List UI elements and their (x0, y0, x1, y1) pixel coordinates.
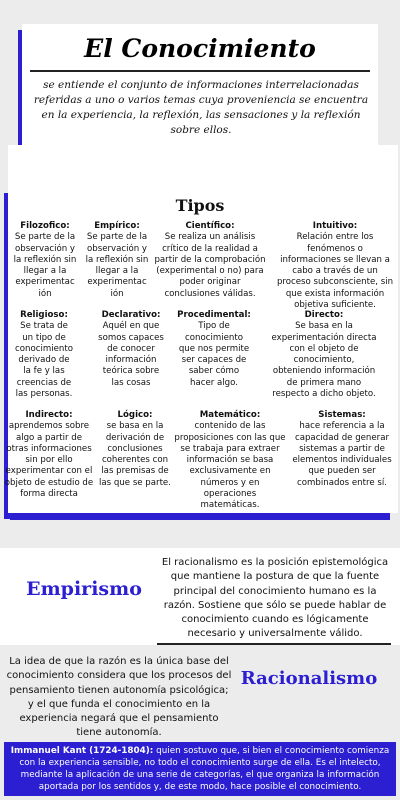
type-name: Indirecto: (25, 410, 73, 420)
type-text: Se parte de la observación y la reflexión sin llegar a la experimentac ión (13, 232, 77, 299)
tipos-accent-bottom (10, 513, 390, 520)
type-declarativo (96, 310, 166, 389)
type-name: Empírico: (94, 221, 140, 231)
type-text: hace referencia a la capacidad de generar sistemas a partir de elementos individuales que pueden ser combinados entre sí. (292, 421, 392, 488)
title-underline (30, 70, 370, 72)
type-text: Se realiza un análisis crítico de la realidad a partir de la comprobación (experimental o no) para poder originar conclusiones válidas. (154, 232, 266, 299)
racionalismo-text: La idea de que la razón es la única base del conocimiento considera que los procesos del pensamiento tienen autonomía psicológica; y el que funda el conocimiento en la experiencia negará que el pensamiento tiene autonomía. (6, 656, 232, 739)
type-name: Lógico: (117, 410, 153, 420)
page-title: El Conocimiento (84, 34, 316, 63)
kant-name: Immanuel Kant (1724-1804): (10, 746, 154, 756)
type-text: Relación entre los fenómenos o informaciones se llevan a cabo a través de un proceso subconsciente, sin que exista información objetiva suficiente. (276, 232, 394, 311)
type-intuitivo (276, 221, 394, 311)
type-directo (268, 310, 380, 400)
type-logico (96, 410, 174, 489)
type-indirecto (4, 410, 94, 500)
type-empirico (84, 221, 150, 300)
type-text: Se trata de un tipo de conocimiento derivado de la fe y las creencias de las personas. (15, 321, 73, 400)
type-name: Religioso: (20, 310, 68, 320)
type-text: Tipo de conocimiento que nos permite ser capaces de saber cómo hacer algo. (178, 321, 250, 388)
type-name: Intuitivo: (312, 221, 358, 231)
type-name: Sistemas: (318, 410, 366, 420)
empirismo-text: El racionalismo es la posición epistemológica que mantiene la postura de que la fuente principal del conocimiento humano es la razón. Sostiene que sólo se puede hablar de conocimiento cuando es lógicamente necesario y universalmente válido. (161, 557, 389, 640)
type-sistemas (292, 410, 392, 489)
type-text: Aquél en que somos capaces de conocer información teórica sobre las cosas (98, 321, 164, 388)
type-matematico (174, 410, 286, 512)
type-text: Se basa en la experimentación directa con el objeto de conocimiento, obteniendo información de primera mano respecto a dicho objeto. (271, 321, 377, 400)
type-text: aprendemos sobre algo a partir de otras informaciones sin por ello experimentar con el objeto de estudio de forma directa (4, 421, 94, 500)
racionalismo-heading: Racionalismo (240, 668, 378, 689)
type-filozofico (12, 221, 78, 300)
type-procedimental (176, 310, 252, 389)
type-text: contenido de las proposiciones con las que se trabaja para extraer información se basa exclusivamente en números y en operaciones matemáticas. (174, 421, 286, 511)
empirismo-underline (157, 643, 391, 645)
type-name: Filozofico: (20, 221, 70, 231)
kant-text (8, 745, 392, 793)
intro-text: se entiende el conjunto de informaciones interrelacionadas referidas a uno o varios temas cuya proveniencia se encuentra en la experiencia, la reflexión, las sensaciones y la reflexión sobre ellos. (33, 79, 369, 136)
type-name: Declarativo: (101, 310, 161, 320)
kant-quote: quien sostuvo que, si bien el conocimiento comienza con la experiencia sensible, no todo el conocimiento surge de ella. Es el intelecto, mediante la aplicación de una serie de categorías, el que organiza la información aportada por los sentidos y, de este modo, hace posible el conocimiento. (19, 746, 390, 792)
type-name: Científico: (185, 221, 235, 231)
type-cientifico (152, 221, 268, 300)
type-text: Se parte de la observación y la reflexión sin llegar a la experimentac ión (85, 232, 149, 299)
type-text: se basa en la derivación de conclusiones coherentes con las premisas de las que se parte. (99, 421, 171, 488)
tipos-title: Tipos (175, 196, 225, 215)
type-religioso (14, 310, 74, 400)
type-name: Matemático: (199, 410, 261, 420)
type-name: Procedimental: (177, 310, 251, 320)
type-name: Directo: (304, 310, 344, 320)
empirismo-heading: Empirismo (26, 578, 142, 600)
